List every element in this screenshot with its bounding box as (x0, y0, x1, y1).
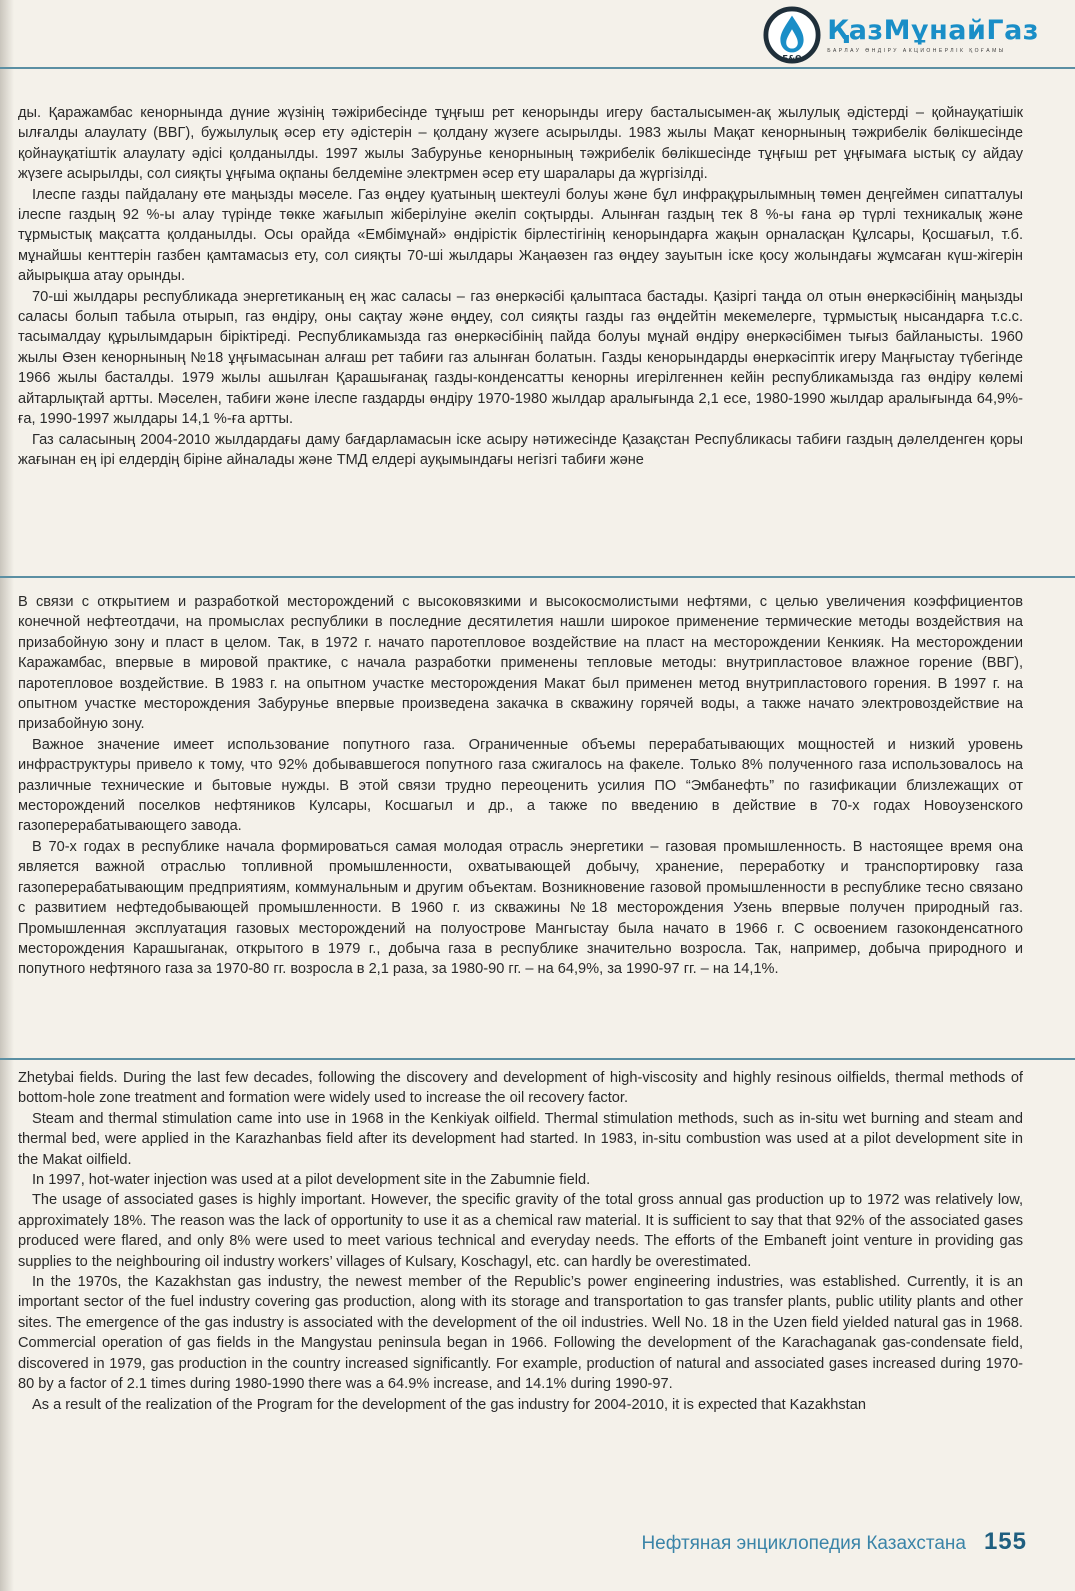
logo-name: ҚазМұнайГаз (827, 15, 1039, 46)
english-paragraph: In the 1970s, the Kazakhstan gas industry, the newest member of the Republic’s power engineering industries, was established. Currently, it is an important sector of the fuel industry covering gas production, along with its storage and transportation to gas transfer plants, public utility plants and other sites. The emergence of the gas industry is associated with the development of the oil industries. Well No. 18 in the Uzen field yielded natural gas in 1968. Commercial operation of gas fields in the Mangystau peninsula began in 1966. Following the development of the Karachaganak gas-condensate field, discovered in 1979, gas production in the country increased significantly. For example, production of natural and associated gases increased during 1970-80 by a factor of 2.1 times during 1980-1990 there was a 64.9% increase, and 14.1% during 1990-97. (18, 1274, 1023, 1393)
english-paragraph: Steam and thermal stimulation came into use in 1968 in the Kenkiyak oilfield. Thermal stimulation methods, such as in-situ wet burning and steam and thermal bed, were applied in the Karazhanbas field after its development had started. In 1983, in-situ combustion was used at a pilot development site in the Makat oilfield. (18, 1110, 1023, 1168)
company-logo (763, 6, 1039, 64)
russian-paragraph: Важное значение имеет использование попутного газа. Ограниченные объемы перерабатывающих мощностей и низкий уровень инфраструктуры привело к тому, что 92% добывавшегося попутного газа сжигалось на факеле. Только 8% полученного газа использовалось на различные технические и бытовые нужды. В этой связи трудно переоценить усилия ПО “Эмбанефть” по газификации близлежащих от месторождений поселков нефтяников Кулсары, Косшагыл и др., а также по введению в действие в 70-х годах Новоузенского газоперерабатывающего завода. (18, 736, 1023, 835)
emblem-letters: Б&Ө (782, 54, 802, 64)
kazakh-paragraph: Ілеспе газды пайдалану өте маңызды мәселе. Газ өңдеу қуатының шектеулі болуы және бұл инфрақұрылымның төмен деңгеймен сипатталуы ілеспе газдың 92 %-ы алау түрінде төкке жағылып жіберілуіне әкеліп соқтырды. Алынған газдың тек 8 %-ы ғана әр түрлі техникалық және тұрмыстық мақсатта қолданылды. Осы орайда «Ембімұнай» өндірістік бірлестігінің кенорындарға жақын орналасқан Құлсары, Қосшағыл, т.б. мұнайшы кенттерін газбен қамтамасыз ету, сол сияқты 70-ші жылдары Жаңаөзен газ өңдеу зауытын іске қосу жолындағы жұмсаған күш-жігерін айырықша атау орынды. (18, 186, 1023, 285)
english-text-block (18, 1068, 1023, 1415)
section-divider (0, 576, 1075, 578)
kazakh-text-block (18, 103, 1023, 470)
english-paragraph: Zhetybai fields. During the last few decades, following the discovery and development of high-viscosity and highly resinous oilfields, thermal methods of bottom-hole zone treatment and formation were widely used to increase the oil recovery factor. (18, 1070, 1023, 1107)
header-divider (0, 67, 1075, 69)
russian-paragraph: В 70-х годах в республике начала формироваться самая молодая отрасль энергетики – газовая промышленность. В настоящее время она является важной отраслью топливной промышленности, охватывающей добычу, хранение, переработку и транспортировку газа газоперерабатывающим предприятиям, коммунальным и другим объектам. Возникновение газовой промышленности в республике тесно связано с развитием нефтедобывающей промышленности. В 1960 г. из скважины №18 месторождения Узень впервые получен природный газ. Промышленная эксплуатация газовых месторождений на полуострове Мангыстау была начато в 1966 г. С освоением газоконденсатного месторождения Карашыганак, открытого в 1979 г., добыча газа в республике значительно возросла. Так, например, добыча природного и попутного нефтяного газа за 1970-80 гг. возросла в 2,1 раза, за 1980-90 гг. – на 64,9%, за 1990-97 гг. – на 14,1%. (18, 838, 1023, 978)
english-paragraph: The usage of associated gases is highly important. However, the specific gravity of the total gross annual gas production up to 1972 was relatively low, approximately 18%. The reason was the lack of opportunity to use it as a chemical raw material. It is sufficient to say that that 92% of the associated gases produced were flared, and only 8% were used to meet various technical and everyday needs. The efforts of the Embaneft joint venture in providing gas supplies to the neighbouring oil industry workers’ villages of Kulsary, Koschagyl, etc. can hardly be overestimated. (18, 1192, 1023, 1270)
logo-text-group (827, 16, 1039, 54)
page-gutter-shadow (0, 0, 14, 1591)
kazakh-paragraph: Газ саласының 2004-2010 жылдардағы даму бағдарламасын іске асыру нәтижесінде Қазақстан Республикасы табиғи газдың дәлелденген қоры жағынан ең ірі елдердің біріне айналады және ТМД елдері ауқымындағы негізгі табиғи және (18, 431, 1023, 468)
page-footer (641, 1528, 1027, 1556)
russian-text-block (18, 592, 1023, 980)
flame-emblem-icon (763, 6, 821, 64)
kazakh-paragraph: ды. Қаражамбас кенорнында дүние жүзінің тәжірибесінде тұңғыш рет кенорынды игеру басталысымен-ақ жылулық әдістерді – қойнауқатішік ылғалды алаулату (ВВГ), бужылулық әсер ету әдістерін – қолдану жүзеге асырылды. 1983 жылы Мақат кенорнының тәжрибелік бөлікшесінде қойнауқатіштік алаулату әдісі қолданылды. 1997 жылы Забурунье кенорнының тәжрибелік бөлікшесінде тұңғыш рет ұңғымаға ыстық су айдау жүзеге асырылды, сол сияқты ұңғыма оқпаны белдеміне электрмен әсер ету шаралары да жүргізілді. (18, 105, 1023, 183)
section-divider (0, 1058, 1075, 1060)
page-number: 155 (983, 1528, 1027, 1555)
english-paragraph: In 1997, hot-water injection was used at a pilot development site in the Zabumnie field. (32, 1172, 591, 1189)
kazakh-paragraph: 70-ші жылдары республикада энергетиканың ең жас саласы – газ өнеркәсібі қалыптаса бастады. Қазіргі таңда ол отын өнеркәсібінің маңызды саласы болып табыла отырып, газ өндіру, оны сақтау және өңдеу, сол сияқты газды газ өңдейтін мекемелерге, тұрмыстық нысандарға т.с.с. тасымалдау құрылымдарын біріктіреді. Республикамызда газ өнеркәсібінің пайда болуы мұнай өндіру өнеркәсібімен тығыз байланысты. 1960 жылы Өзен кенорнының №18 ұңғымасынан алғаш рет табиғи газ алынған болатын. Газды кенорындарды өнеркәсіптік игеру Маңғыстау түбегінде 1966 жылы басталды. 1979 жылы ашылған Қарашығанақ газды-конденсатты кенорны игерілгеннен кейін республикамызда газ өндіру көлемі айтарлықтай артты. Мәселен, табиғи және ілеспе газдарды өндіру 1970-1980 жылдар аралығында 2,1 есе, 1980-1990 жылдар аралығында 64,9%-ға, 1990-1997 жылдары 14,1 %-ға артты. (18, 288, 1023, 428)
logo-subtitle: БАРЛАУ ӨНДІРУ АКЦИОНЕРЛІК ҚОҒАМЫ (827, 48, 1006, 54)
english-paragraph: As a result of the realization of the Program for the development of the gas industry for 2004-2010, it is expected that Kazakhstan (32, 1396, 866, 1413)
russian-paragraph: В связи с открытием и разработкой месторождений с высоковязкими и высокосмолистыми нефтями, с целью увеличения коэффициентов конечной нефтеотдачи, на промыслах республики в последние десятилетия нашли широкое применение термические методы воздействия на призабойную зону и пласт в целом. Так, в 1972 г. начато паротепловое воздействие на пласт на месторождении Кенкияк. На месторождении Каражамбас, впервые в мировой практике, с начала разработки применены тепловые методы: внутрипластовое влажное горение (ВВГ), паротепловое воздействие. В 1983 г. на опытном участке месторождения Макат был применен метод внутрипластового горения. В 1997 г. на опытном участке месторождения Забурунье впервые произведена закачка в скважину горячей воды, а также начато электровоздействие на призабойную зону. (18, 594, 1023, 733)
footer-title: Нефтяная энциклопедия Казахстана (641, 1533, 966, 1554)
page-header (0, 0, 1075, 70)
